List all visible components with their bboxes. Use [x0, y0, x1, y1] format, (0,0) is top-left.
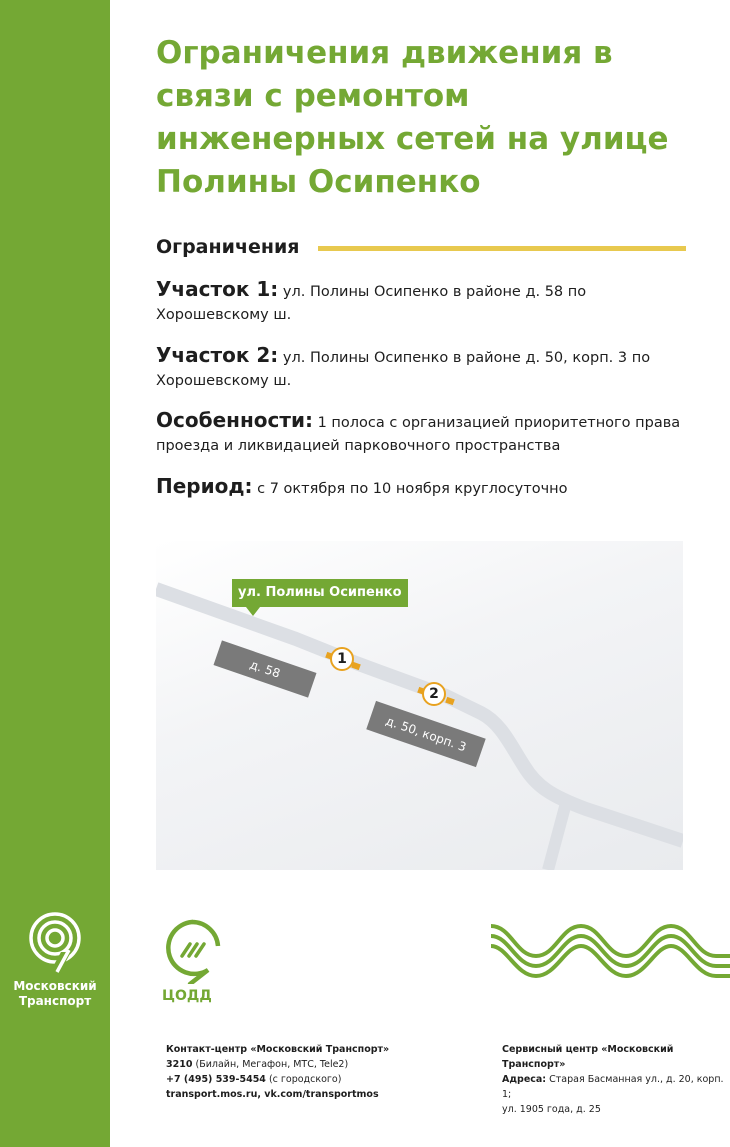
map-scheme [156, 541, 683, 870]
section-header [156, 232, 686, 262]
transport-logo-icon [25, 912, 85, 976]
service-address-line [502, 1072, 730, 1102]
contact-short-number-note: (Билайн, Мегафон, МТС, Tele2) [195, 1059, 349, 1070]
item-text: 1 полоса с организацией приоритетного права проезда и ликвидацией парковочного пространства [156, 415, 681, 454]
contact-short-number: 3210 [166, 1059, 193, 1070]
contact-center-info [166, 1042, 466, 1102]
service-title: Сервисный центр «Московский Транспорт» [502, 1044, 674, 1070]
service-center-info [502, 1042, 730, 1117]
section-label: Ограничения [156, 236, 300, 258]
moscow-transport-logo [0, 912, 110, 1009]
section-marker-2: 2 [422, 682, 446, 706]
service-address-label: Адреса: [502, 1074, 547, 1085]
item-text: ул. Полины Осипенко в районе д. 50, корп. 3 по Хорошевскому ш. [156, 350, 651, 389]
street-label: ул. Полины Осипенко [232, 579, 408, 607]
contact-short-number-line [166, 1057, 466, 1072]
building-50: д. 50, корп. 3 [366, 701, 485, 767]
codd-label: ЦОДД [162, 988, 212, 1004]
item-text: ул. Полины Осипенко в районе д. 58 по Хорошевскому ш. [156, 284, 587, 323]
item-key: Участок 2: [156, 343, 279, 367]
contact-phone: +7 (495) 539-5454 [166, 1074, 266, 1085]
page-title: Ограничения движения в связи с ремонтом инженерных сетей на улице Полины Осипенко [156, 35, 669, 200]
section-divider [318, 246, 686, 251]
contact-title: Контакт-центр «Московский Транспорт» [166, 1044, 390, 1055]
service-address-1: Старая Басманная ул., д. 20, корп. 1; [502, 1074, 724, 1100]
section-marker-1: 1 [330, 647, 354, 671]
brand-line-2: Транспорт [18, 994, 92, 1008]
contact-phone-line [166, 1072, 466, 1087]
street-label-pointer [246, 607, 260, 616]
item-section-1 [156, 278, 701, 327]
codd-logo [160, 918, 235, 1004]
item-key: Участок 1: [156, 277, 279, 301]
item-key: Период: [156, 474, 253, 498]
wave-ornament-icon [491, 916, 730, 986]
contact-phone-note: (с городского) [268, 1074, 342, 1085]
service-address-2: ул. 1905 года, д. 25 [502, 1104, 601, 1115]
item-section-2 [156, 344, 701, 393]
brand-line-1: Московский [13, 979, 97, 993]
codd-logo-icon [160, 918, 224, 984]
item-features [156, 409, 701, 458]
wave-pattern [491, 916, 730, 990]
item-period [156, 475, 701, 501]
item-key: Особенности: [156, 408, 313, 432]
contact-links: transport.mos.ru, vk.com/transportmos [166, 1089, 379, 1100]
building-58: д. 58 [213, 640, 316, 697]
item-text: с 7 октября по 10 ноября круглосуточно [257, 481, 568, 497]
